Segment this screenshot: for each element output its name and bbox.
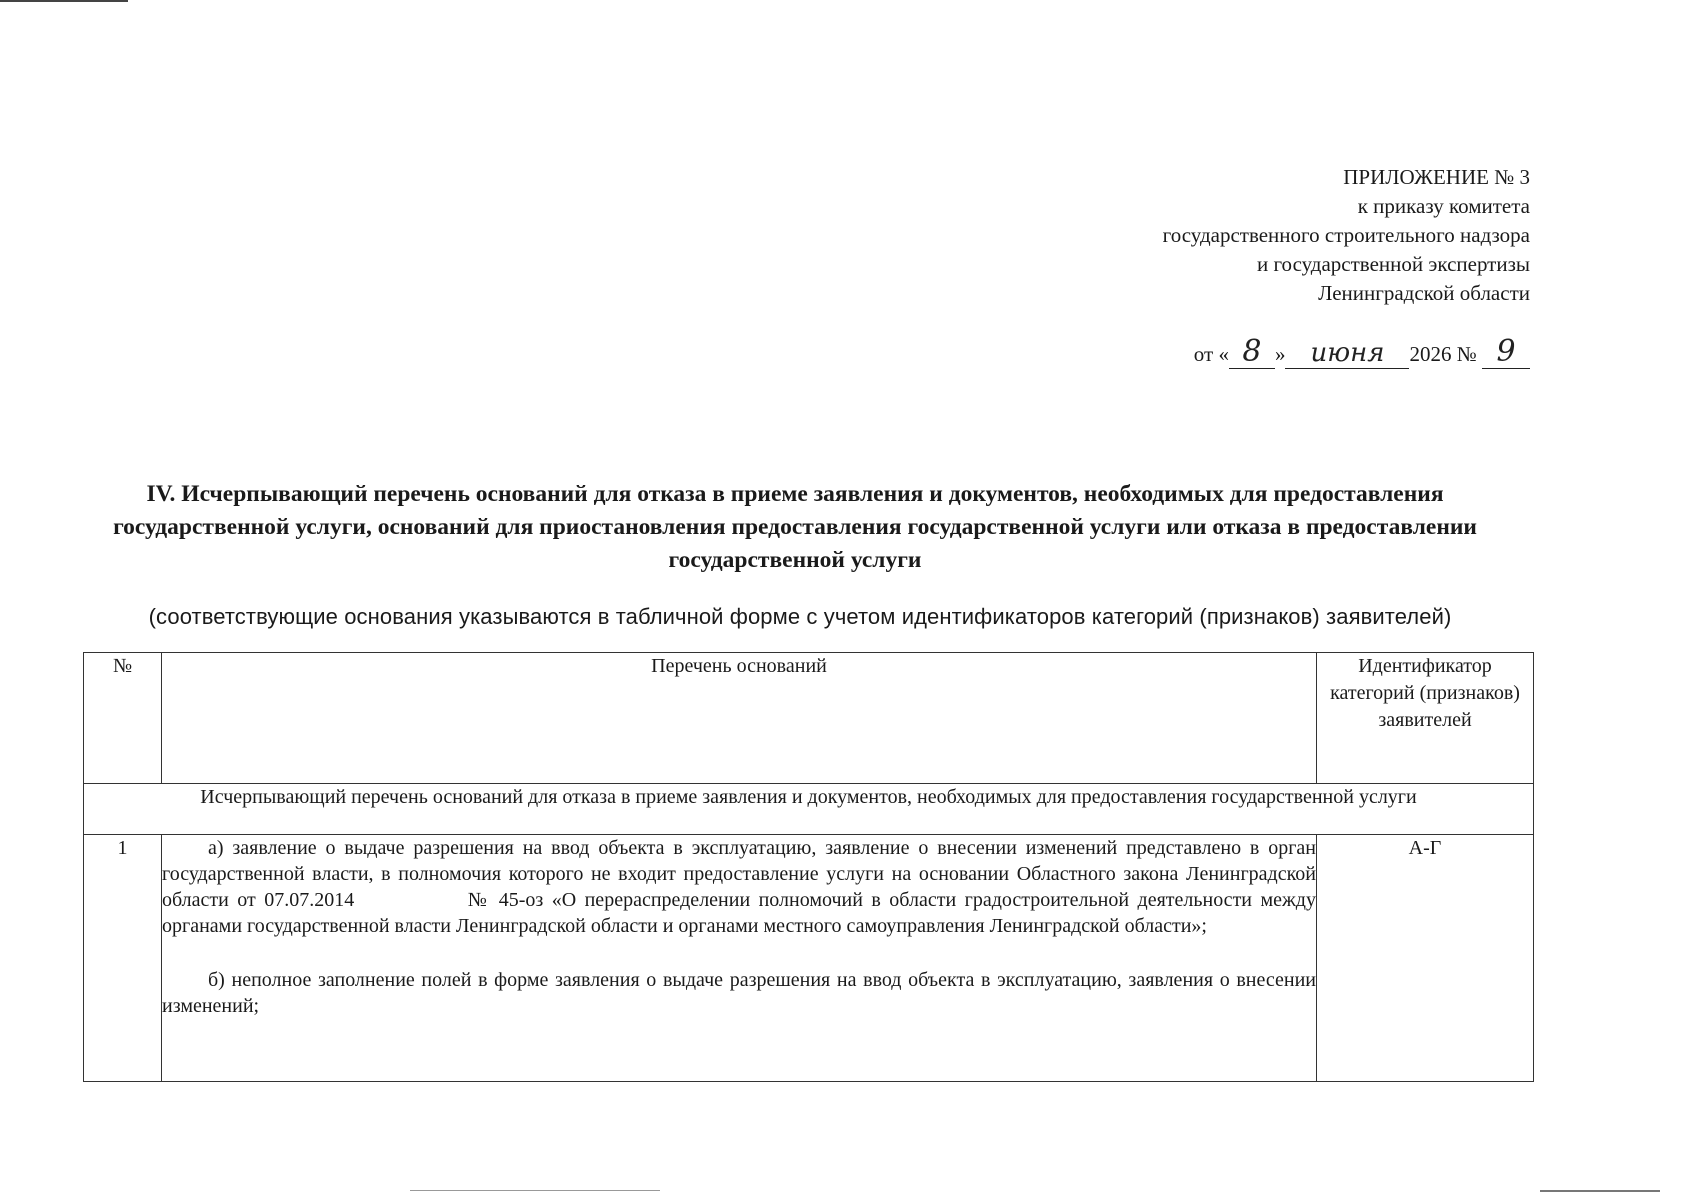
appendix-line: Ленинградской области <box>1318 281 1530 305</box>
month-blank <box>1285 340 1409 369</box>
scan-edge-mark <box>1540 1190 1660 1192</box>
scan-edge-mark <box>410 1190 660 1191</box>
day-blank <box>1229 334 1275 369</box>
ground-paragraph-b: б) неполное заполнение полей в форме заявления о выдаче разрешения на ввод объекта в эксплуатацию, заявления о внесении изменений; <box>162 969 1316 1017</box>
date-mid: » <box>1274 342 1286 366</box>
header-list: Перечень оснований <box>162 653 1317 784</box>
handwritten-month: июня <box>1310 338 1385 368</box>
appendix-header <box>1163 163 1530 308</box>
appendix-number: ПРИЛОЖЕНИЕ № 3 <box>1343 165 1530 189</box>
appendix-line: и государственной экспертизы <box>1256 252 1530 276</box>
number-blank <box>1482 334 1530 369</box>
appendix-line: государственного строительного надзора <box>1162 223 1530 247</box>
table-header-row <box>84 653 1534 784</box>
appendix-line: к приказу комитета <box>1357 194 1530 218</box>
section-heading: Исчерпывающий перечень оснований для отказа в приеме заявления и документов, необходимых для предоставления государственной услуги <box>84 784 1534 835</box>
order-date-line <box>1193 334 1530 369</box>
row-category: А-Г <box>1317 835 1534 1082</box>
grounds-table <box>83 652 1534 1082</box>
header-category-id: Идентификатор категорий (признаков) заявителей <box>1317 653 1534 784</box>
ground-a-part2: № 45-оз «О перераспределении полномочий в области градостроительной деятельности между органами государственной власти Ленинградской области и органами местного самоуправления Ленинградской области»; <box>162 889 1316 937</box>
section-title: IV. Исчерпывающий перечень оснований для отказа в приеме заявления и документов, необходимых для предоставления государственной услуги, оснований для приостановления предоставления государственной услуги или отказа в предоставлении государственной услуги <box>113 481 1477 573</box>
section-subtitle: (соответствующие основания указываются в табличной форме с учетом идентификаторов категорий (признаков) заявителей) <box>148 604 1452 629</box>
scan-edge-mark <box>0 0 128 2</box>
date-year: 2026 № <box>1409 342 1477 366</box>
date-prefix: от « <box>1193 342 1229 366</box>
ground-a-part1: а) заявление о выдаче разрешения на ввод объекта в эксплуатацию, заявление о внесении изменений представлено в орган государственной власти, в полномочия которого не входит предоставление услуги на основании Областного закона Ленинградской области от 07.07.2014 <box>162 837 1316 911</box>
header-num: № <box>84 653 162 784</box>
handwritten-day: 8 <box>1242 334 1262 369</box>
row-grounds <box>162 835 1317 1082</box>
row-number: 1 <box>84 835 162 1082</box>
section-row <box>84 784 1534 835</box>
table-row <box>84 835 1534 1082</box>
handwritten-number: 9 <box>1496 334 1516 369</box>
ground-paragraph-a <box>162 835 1316 939</box>
